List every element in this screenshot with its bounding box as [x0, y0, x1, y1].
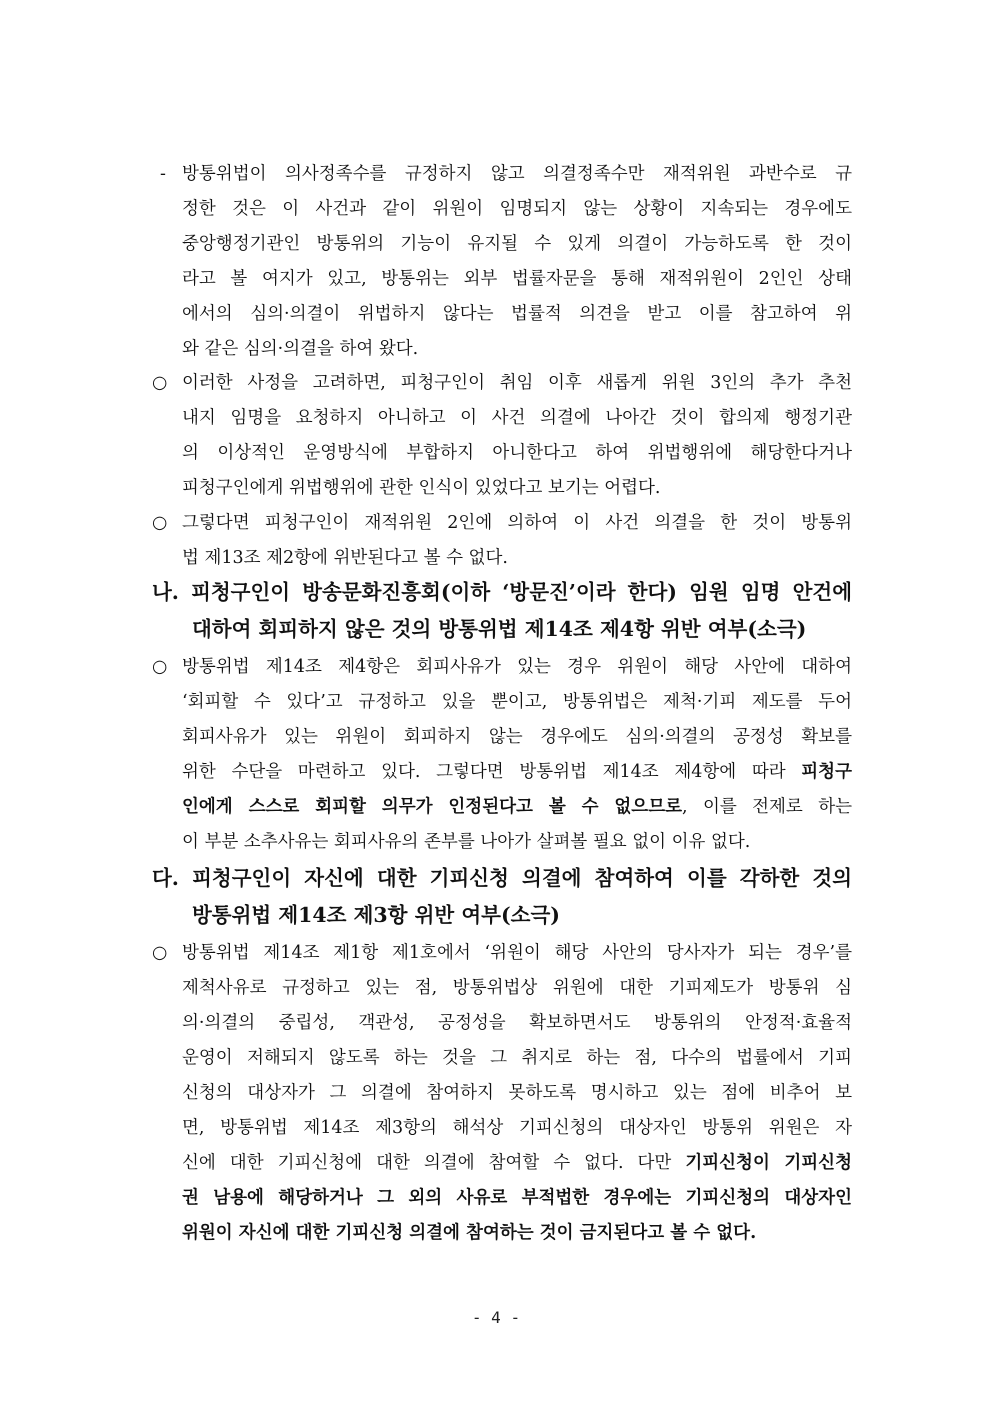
paragraph-line: 운영이 저해되지 않도록 하는 것을 그 취지로 하는 점, 다수의 법률에서 기피 [182, 1048, 852, 1068]
paragraph-line: 면, 방통위법 제14조 제3항의 해석상 기피신청의 대상자인 방통위 위원은 자 [182, 1118, 852, 1138]
paragraph-line: 라고 볼 여지가 있고, 방통위는 외부 법률자문을 통해 재적위원이 2인인 상태 [182, 269, 852, 289]
section-heading [152, 574, 852, 648]
paragraph-line: 와 같은 심의·의결을 하여 왔다. [182, 339, 419, 359]
section-heading [152, 860, 852, 934]
paragraph-line: ‘회피할 수 있다’고 규정하고 있을 뿐이고, 방통위법은 제척·기피 제도를 두어 [182, 692, 852, 712]
paragraph-line: 의·의결의 중립성, 객관성, 공정성을 확보하면서도 방통위의 안정적·효율적 [182, 1013, 852, 1033]
paragraph-line: 정한 것은 이 사건과 같이 위원이 임명되지 않는 상황이 지속되는 경우에도 [182, 199, 852, 219]
paragraph-line: 에서의 심의·의결이 위법하지 않다는 법률적 의견을 받고 이를 참고하여 위 [182, 304, 852, 324]
heading-line: 방통위법 제14조 제3항 위반 여부(소극) [192, 903, 560, 927]
heading-line: 나. 피청구인이 방송문화진흥회(이하 ‘방문진’이라 한다) 임원 임명 안건에 [152, 580, 852, 604]
paragraph-line: 내지 임명을 요청하지 아니하고 이 사건 의결에 나아간 것이 합의제 행정기관 [182, 408, 852, 428]
paragraph-line: 위한 수단을 마련하고 있다. 그렇다면 방통위법 제14조 제4항에 따라 피청구 [182, 762, 852, 782]
circle-paragraph [152, 506, 852, 576]
paragraph-line: 제척사유로 규정하고 있는 점, 방통위법상 위원에 대한 기피제도가 방통위 심 [182, 978, 852, 998]
paragraph-line: 회피사유가 있는 위원이 회피하지 않는 경우에도 심의·의결의 공정성 확보를 [182, 727, 852, 747]
circle-paragraph [152, 650, 852, 860]
page-number: - 4 - [471, 1308, 521, 1327]
paragraph-line: 방통위법 제14조 제4항은 회피사유가 있는 경우 위원이 해당 사안에 대하여 [182, 657, 852, 677]
circle-paragraph [152, 366, 852, 506]
paragraph-line: 신청의 대상자가 그 의결에 참여하지 못하도록 명시하고 있는 점에 비추어 보 [182, 1083, 852, 1103]
dash-marker: - [160, 164, 166, 184]
heading-line: 다. 피청구인이 자신에 대한 기피신청 의결에 참여하여 이를 각하한 것의 [152, 866, 852, 890]
paragraph-line: 권 남용에 해당하거나 그 외의 사유로 부적법한 경우에는 기피신청의 대상자인 [182, 1188, 852, 1208]
paragraph-line: 의 이상적인 운영방식에 부합하지 아니한다고 하여 위법행위에 해당한다거나 [182, 443, 852, 463]
paragraph-line: 법 제13조 제2항에 위반된다고 볼 수 없다. [182, 548, 508, 568]
paragraph-line: 이 부분 소추사유는 회피사유의 존부를 나아가 살펴볼 필요 없이 이유 없다. [182, 832, 751, 852]
paragraph-line: 방통위법 제14조 제1항 제1호에서 ‘위원이 해당 사안의 당사자가 되는 경우’를 [182, 943, 852, 963]
paragraph-line: 방통위법이 의사정족수를 규정하지 않고 의결정족수만 재적위원 과반수로 규 [182, 164, 852, 184]
paragraph-line: 이러한 사정을 고려하면, 피청구인이 취임 이후 새롭게 위원 3인의 추가 추천 [182, 373, 852, 393]
heading-line: 대하여 회피하지 않은 것의 방통위법 제14조 제4항 위반 여부(소극) [192, 617, 807, 641]
circle-marker: ○ [152, 513, 168, 533]
paragraph-line: 인에게 스스로 회피할 의무가 인정된다고 볼 수 없으므로, 이를 전제로 하는 [182, 797, 852, 817]
paragraph-line: 그렇다면 피청구인이 재적위원 2인에 의하여 이 사건 의결을 한 것이 방통위 [182, 513, 852, 533]
circle-paragraph [152, 936, 852, 1251]
circle-marker: ○ [152, 943, 168, 963]
paragraph-line: 피청구인에게 위법행위에 관한 인식이 있었다고 보기는 어렵다. [182, 478, 661, 498]
dash-paragraph [160, 157, 852, 367]
paragraph-line: 위원이 자신에 대한 기피신청 의결에 참여하는 것이 금지된다고 볼 수 없다. [182, 1223, 757, 1243]
circle-marker: ○ [152, 657, 168, 677]
paragraph-line: 신에 대한 기피신청에 대한 의결에 참여할 수 없다. 다만 기피신청이 기피신청 [182, 1153, 852, 1173]
circle-marker: ○ [152, 373, 168, 393]
paragraph-line: 중앙행정기관인 방통위의 기능이 유지될 수 있게 의결이 가능하도록 한 것이 [182, 234, 852, 254]
